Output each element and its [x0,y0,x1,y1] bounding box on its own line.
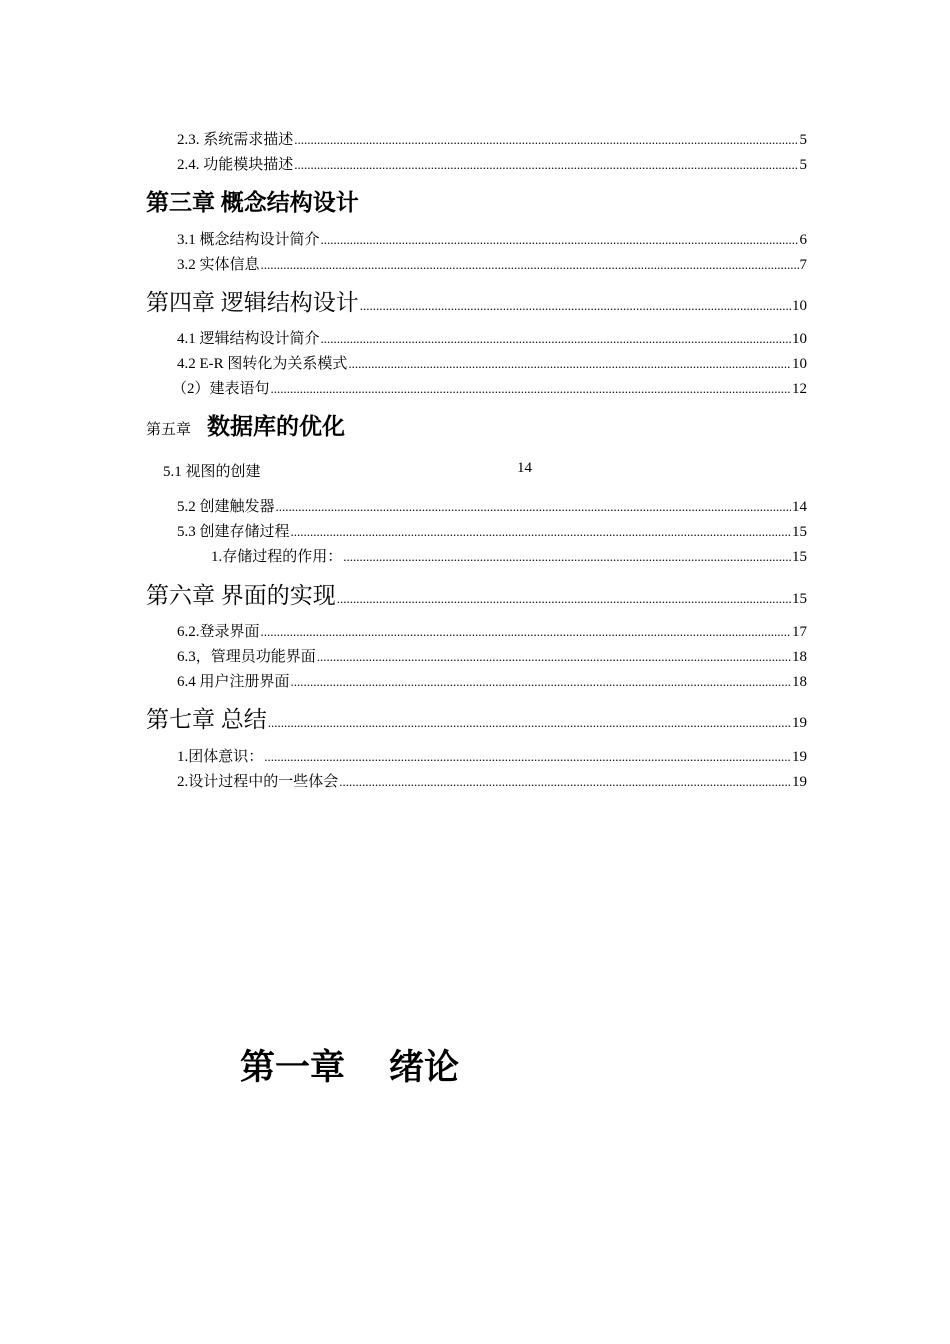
chapter-number: 第一章 [240,1048,346,1087]
toc-entry-2-4[interactable] [177,153,807,174]
toc-leader-dots [291,674,791,690]
toc-leader-dots [291,524,791,540]
toc-entry-label: 3.2 实体信息 [177,257,260,273]
toc-entry-5-3-1[interactable] [211,545,807,566]
toc-leader-dots [294,132,798,148]
toc-entry-page: 10 [792,356,807,372]
toc-entry-label: 2.4. 功能模块描述 [177,157,294,173]
toc-leader-dots [261,257,799,273]
toc-entry-label: （2）建表语句 [172,381,270,397]
toc-leader-dots [348,356,791,372]
chapter-title: 绪论 [389,1048,460,1087]
toc-leader-dots [271,381,791,397]
toc-entry-label: 5.2 创建触发器 [177,499,275,515]
toc-entry-label: 6.4 用户注册界面 [177,674,290,690]
toc-entry-label: 1.存储过程的作用： [211,549,343,565]
toc-entry-label: 1.团体意识： [177,749,264,765]
toc-entry-page: 6 [799,232,807,248]
toc-leader-dots [339,774,791,790]
toc-entry-label: 2.3. 系统需求描述 [177,132,294,148]
toc-entry-page: 15 [792,549,807,565]
toc-entry-page: 5 [799,157,807,173]
toc-chapter-title: 第三章 概念结构设计 [146,190,359,215]
toc-entry-2-3[interactable] [177,128,807,149]
toc-entry-page: 19 [792,715,807,731]
toc-chapter-6[interactable] [146,577,807,610]
toc-entry-label: 3.1 概念结构设计简介 [177,232,320,248]
toc-chapter-title: 第六章 界面的实现 [146,583,336,608]
toc-entry-label: 5.3 创建存储过程 [177,524,290,540]
toc-entry-page: 17 [792,624,807,640]
toc-entry-page: 15 [792,591,807,607]
toc-entry-page: 10 [792,331,807,347]
toc-leader-dots [321,232,799,248]
toc-entry-6-4[interactable] [177,670,807,691]
toc-entry-label: 4.2 E-R 图转化为关系模式 [177,356,348,372]
toc-chapter-title: 数据库的优化 [207,414,346,439]
toc-chapter-3[interactable] [146,184,359,217]
toc-entry-label: 4.1 逻辑结构设计简介 [177,331,320,347]
toc-entry-page: 14 [517,460,532,476]
toc-entry-label: 5.1 视图的创建 [163,464,261,480]
toc-entry-5-2[interactable] [177,495,807,516]
toc-entry-3-2[interactable] [177,253,807,274]
toc-entry-label: 6.3，管理员功能界面 [177,649,316,665]
toc-leader-dots [264,749,791,765]
toc-entry-page: 19 [792,774,807,790]
toc-entry-page: 14 [792,499,807,515]
toc-leader-dots [360,298,791,314]
toc-chapter-7[interactable] [146,701,807,734]
toc-entry-5-1-page [517,460,532,477]
toc-leader-dots [321,331,791,347]
toc-leader-dots [317,649,791,665]
toc-entry-page: 18 [792,674,807,690]
toc-entry-7-2[interactable] [177,770,807,791]
toc-chapter-4[interactable] [146,284,807,317]
toc-entry-label: 6.2.登录界面 [177,624,260,640]
toc-leader-dots [337,591,791,607]
toc-chapter-prefix: 第五章 [146,422,192,438]
toc-chapter-title: 第七章 总结 [146,707,267,732]
toc-entry-7-1[interactable] [177,745,807,766]
toc-chapter-5[interactable] [146,408,345,441]
toc-entry-5-3[interactable] [177,520,807,541]
toc-entry-4-2-2[interactable] [172,377,807,398]
toc-entry-page: 12 [792,381,807,397]
toc-leader-dots [261,624,791,640]
toc-leader-dots [276,499,791,515]
toc-leader-dots [294,157,798,173]
toc-entry-page: 18 [792,649,807,665]
toc-entry-label: 2.设计过程中的一些体会 [177,774,339,790]
toc-entry-3-1[interactable] [177,228,807,249]
toc-entry-page: 19 [792,749,807,765]
toc-entry-page: 5 [799,132,807,148]
toc-chapter-title: 第四章 逻辑结构设计 [146,290,359,315]
toc-entry-page: 7 [799,257,807,273]
toc-entry-page: 15 [792,524,807,540]
toc-entry-4-2[interactable] [177,352,807,373]
toc-leader-dots [343,549,791,565]
chapter-1-heading [240,1040,459,1090]
toc-leader-dots [268,715,791,731]
toc-entry-5-1[interactable] [163,460,261,481]
toc-entry-6-2[interactable] [177,620,807,641]
toc-entry-6-3[interactable] [177,645,807,666]
toc-entry-4-1[interactable] [177,327,807,348]
toc-entry-page: 10 [792,298,807,314]
